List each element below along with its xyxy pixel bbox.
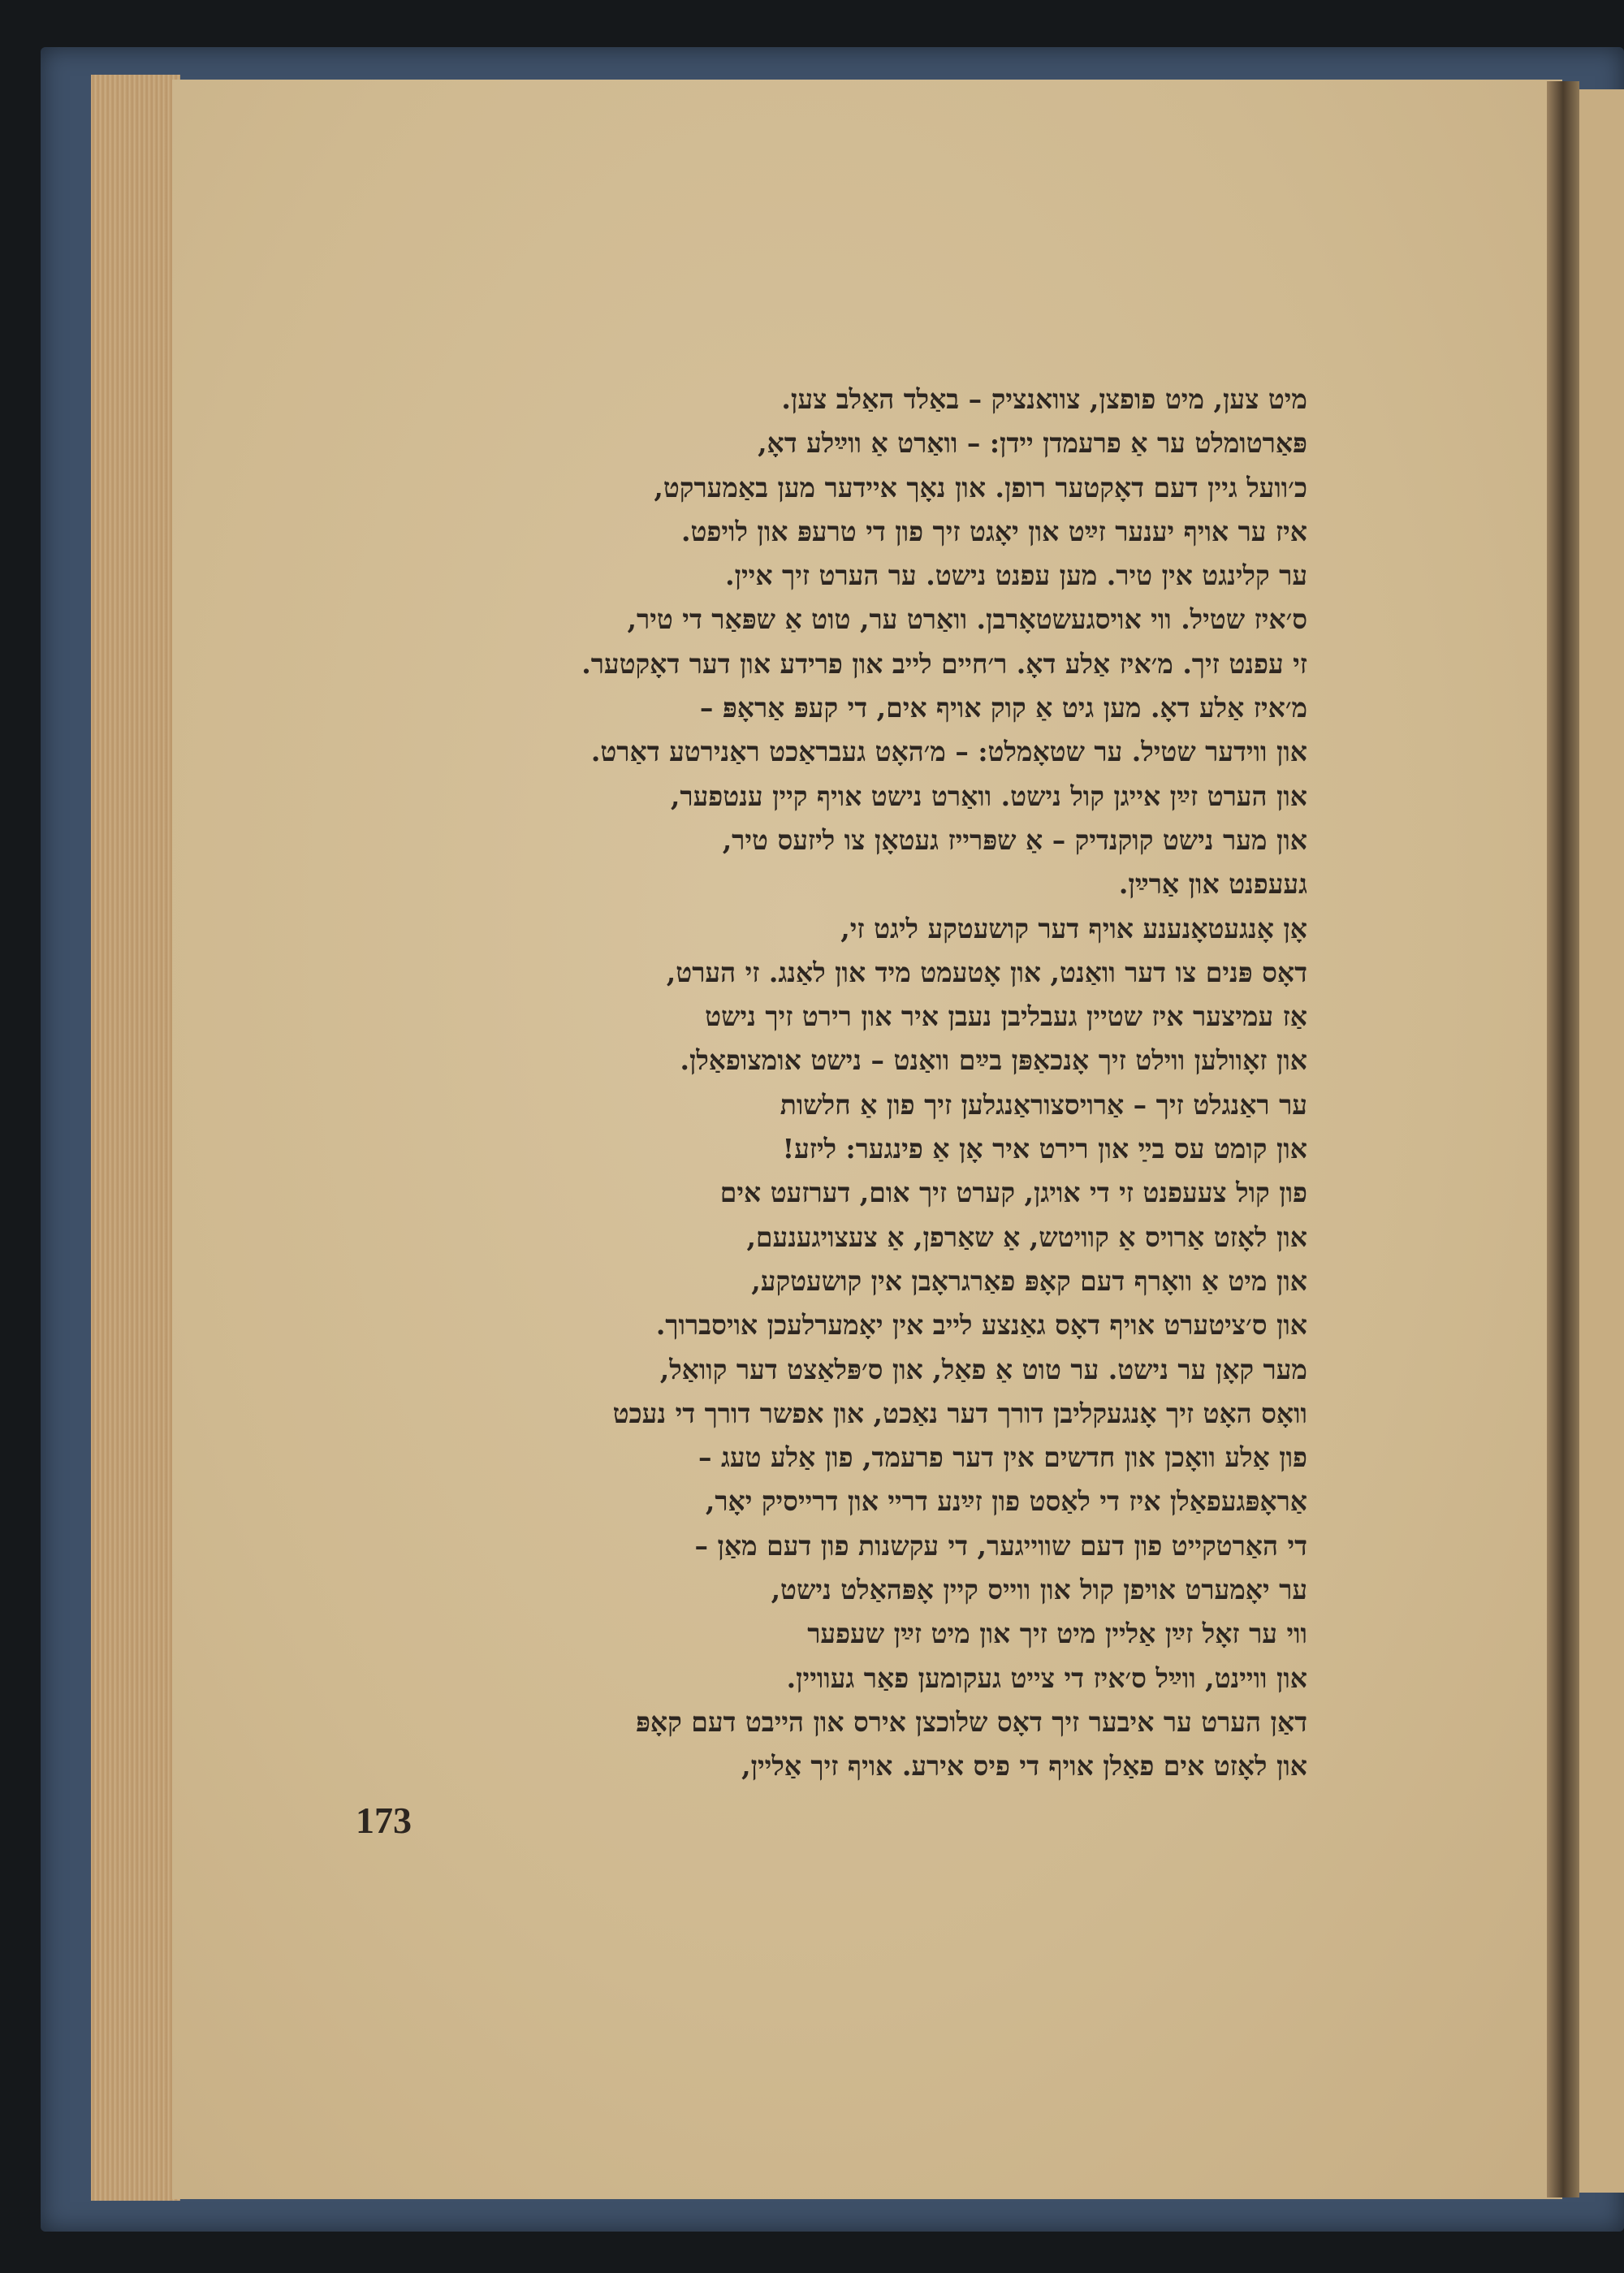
page-stack-edges: [91, 75, 180, 2201]
page-number: 173: [356, 1800, 412, 1841]
text-line: ער יאָמערט אויפן קול און ווייס קיין אָפּהאַלט נישט,: [771, 1574, 1307, 1606]
text-line: און לאָזט אַרויס אַ קוויטש, אַ שאַרפן, אַ צעצויגענעם,: [746, 1221, 1307, 1253]
text-line: געעפנט און אַרײַן.: [1118, 868, 1307, 901]
text-line: אָן אָנגעטאָנענע אויף דער קושעטקע ליגט זי,: [840, 912, 1307, 944]
text-line: זי עפנט זיך. מ׳איז אַלע דאָ. ר׳חיים לייב און פרידע און דער דאָקטער.: [581, 647, 1307, 680]
text-line: דאַן הערט ער איבער זיך דאָס שלוכצן אירס און הייבט דעם קאָפּ: [635, 1705, 1307, 1738]
text-line: ער ראַנגלט זיך – אַרויסצוראַנגלען זיך פון אַ חלשות: [780, 1088, 1307, 1121]
book-gutter: [1547, 81, 1579, 2197]
text-line: איז ער אויף יענער זײַט און יאָגט זיך פון די טרעפּ און לויפט.: [681, 515, 1307, 547]
text-line: און וויינט, ווײַל ס׳איז די צייט געקומען פאַר געוויין.: [786, 1662, 1307, 1694]
text-line: אַראָפּגעפאַלן איז די לאַסט פון זײַנע דריי און דרייסיק יאָר,: [705, 1485, 1307, 1518]
text-line: און מער נישט קוקנדיק – אַ שפּרייז געטאָן צו ליזעס טיר,: [722, 823, 1307, 856]
text-line: און ס׳ציטערט אויף דאָס גאַנצע לייב אין יאָמערלעכן אויסברוך.: [655, 1309, 1307, 1342]
text-line: מיט צען, מיט פופצן, צוואנציק – באַלד האַלב צען.: [781, 383, 1307, 415]
text-line: וואָס האָט זיך אָנגעקליבן דורך דער נאַכט, און אפשר דורך די נעכט: [612, 1397, 1307, 1429]
text-line: פון אַלע וואָכן און חדשים אין דער פרעמד, פון אַלע טעג –: [698, 1441, 1307, 1474]
text-line: אַז עמיצער איז שטיין געבליבן נעבן איר און רירט זיך נישט: [705, 1000, 1307, 1033]
text-line: און לאָזט אים פאַלן אויף די פיס אירע. אויף זיך אַליין,: [741, 1750, 1307, 1783]
text-line: און הערט זײַן אייגן קול נישט. וואַרט נישט אויף קיין ענטפער,: [670, 780, 1307, 812]
text-line: דאָס פּנים צו דער וואַנט, און אָטעמט מיד און לאַנג. זי הערט,: [666, 956, 1307, 988]
text-line: די האַרטקייט פון דעם שווייגער, די עקשנות פון דעם מאַן –: [694, 1529, 1307, 1562]
text-line: מער קאָן ער נישט. ער טוט אַ פאַל, און ס׳פּלאַצט דער קוואַל,: [659, 1353, 1307, 1385]
page-text: [349, 378, 1307, 1789]
text-line: ער קלינגט אין טיר. מען עפנט נישט. ער הערט זיך איין.: [725, 560, 1307, 592]
text-line: און מיט אַ וואָרף דעם קאָפּ פאַרגראָבן אין קושעטקע,: [751, 1264, 1307, 1297]
text-line: כ׳וועל גיין דעם דאָקטער רופן. און נאָך איידער מען באַמערקט,: [654, 471, 1307, 503]
text-line: מ׳איז אַלע דאָ. מען גיט אַ קוק אויף אים, די קעפּ אַראָפּ –: [699, 692, 1307, 724]
text-line: און ווידער שטיל. ער שטאָמלט: – מ׳האָט געבראַכט ראַנירטע דאַרט.: [590, 736, 1307, 768]
text-line: ס׳איז שטיל. ווי אויסגעשטאָרבן. וואַרט ער, טוט אַ שפּאַר די טיר,: [627, 603, 1307, 636]
text-line: און זאָוולען ווילט זיך אָנכאַפּן בײַם וואַנט – נישט אומצופאַלן.: [680, 1044, 1307, 1077]
text-line: פּאַרטומלט ער אַ פרעמדן יידן: – וואַרט אַ ווײַלע דאָ,: [758, 427, 1307, 460]
text-line: ווי ער זאָל זײַן אַליין מיט זיך און מיט זײַן שעפער: [807, 1618, 1307, 1650]
text-line: פון קול צעעפנט זי די אויגן, קערט זיך אום, דערזעט אים: [719, 1177, 1307, 1209]
text-line: און קומט עס בײַ און רירט איר אָן אַ פינגער: ליזע!: [782, 1133, 1307, 1165]
